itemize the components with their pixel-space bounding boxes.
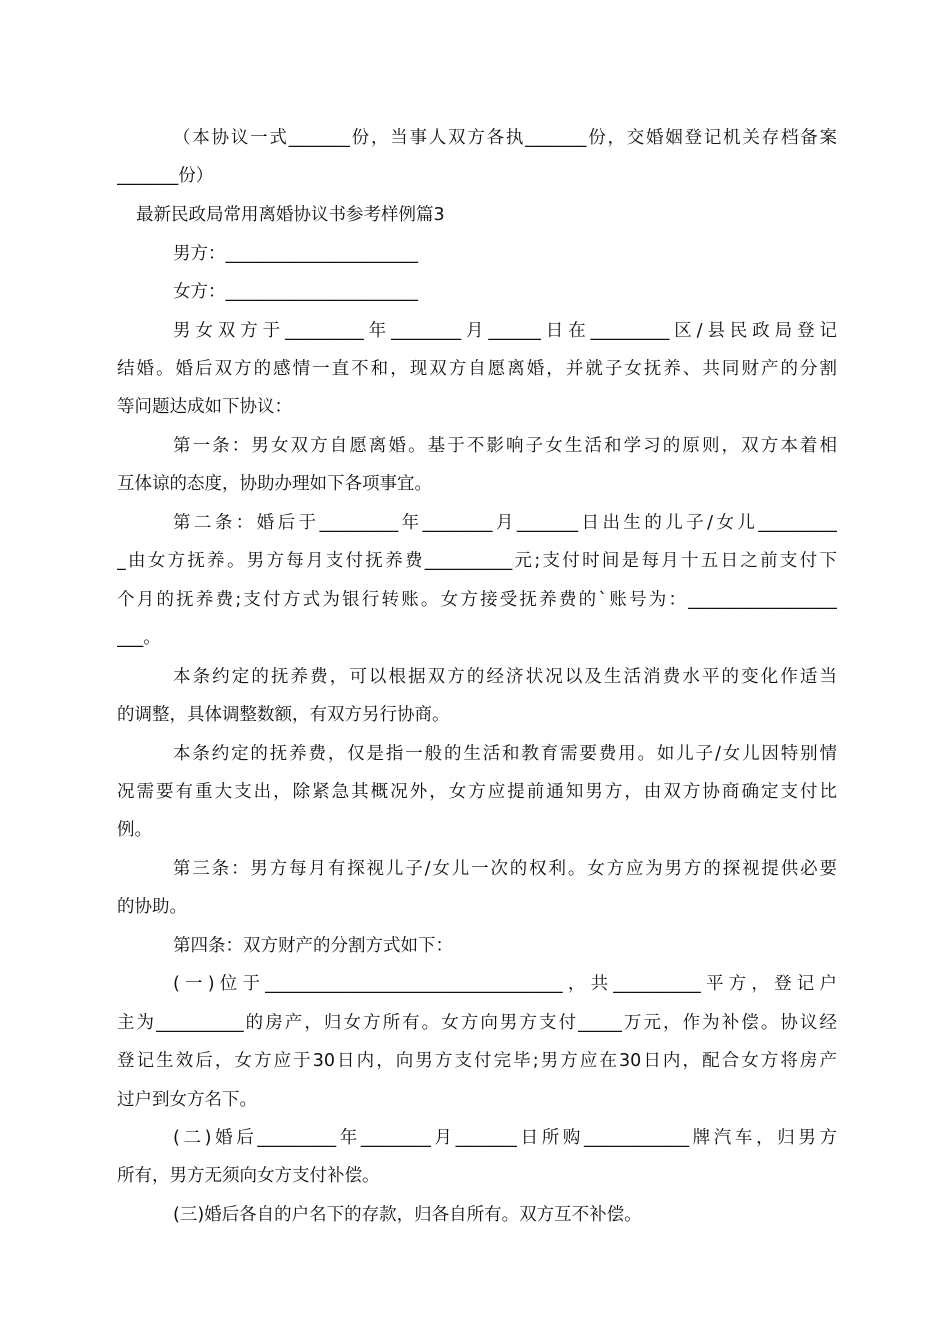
property-3-line-1: (三)婚后各自的户名下的存款，归各自所有。双方互不补偿。 bbox=[173, 1205, 642, 1225]
support-scope-line-3: 例。 bbox=[117, 820, 152, 840]
intro-line-3: 等问题达成如下协议： bbox=[117, 397, 292, 417]
male-party-line: 男方：______________________ bbox=[173, 244, 418, 264]
article-3-line-2: 的协助。 bbox=[117, 897, 187, 917]
property-1-line-2: 主为__________的房产，归女方所有。女方向男方支付_____万元，作为补偿。协议经 bbox=[117, 1013, 837, 1033]
copies-clause-line-1: （本协议一式_______份，当事人双方各执_______份，交婚姻登记机关存档备案 bbox=[173, 128, 837, 148]
article-2-line-3: 个月的抚养费;支付方式为银行转账。女方接受抚养费的`账号为：_________________ bbox=[117, 590, 837, 610]
support-adjust-line-1: 本条约定的抚养费，可以根据双方的经济状况以及生活消费水平的变化作适当 bbox=[173, 667, 837, 687]
support-scope-line-1: 本条约定的抚养费，仅是指一般的生活和教育需要费用。如儿子/女儿因特别情 bbox=[173, 744, 837, 764]
property-2-line-1: (二)婚后_________年________月_______日所购____________牌汽车，归男方 bbox=[173, 1128, 837, 1148]
property-1-line-1: (一)位于__________________________________，共__________平方，登记户 bbox=[173, 974, 837, 994]
article-1-line-1: 第一条：男女双方自愿离婚。基于不影响子女生活和学习的原则，双方本着相 bbox=[173, 436, 837, 456]
article-3-line-1: 第三条：男方每月有探视儿子/女儿一次的权利。女方应为男方的探视提供必要 bbox=[173, 859, 837, 879]
article-2-line-4: ___。 bbox=[117, 628, 161, 648]
intro-line-1: 男女双方于_________年________月______日在_________区/县民政局登记 bbox=[173, 321, 837, 341]
support-adjust-line-2: 的调整，具体调整数额，有双方另行协商。 bbox=[117, 705, 450, 725]
property-1-line-4: 过户到女方名下。 bbox=[117, 1090, 257, 1110]
property-1-line-3: 登记生效后，女方应于30日内，向男方支付完毕;男方应在30日内，配合女方将房产 bbox=[117, 1051, 837, 1071]
female-party-line: 女方：______________________ bbox=[173, 282, 418, 302]
copies-clause-line-2: _______份） bbox=[117, 166, 214, 186]
article-1-line-2: 互体谅的态度，协助办理如下各项事宜。 bbox=[117, 474, 432, 494]
article-4-heading: 第四条：双方财产的分割方式如下： bbox=[173, 936, 453, 956]
section-heading: 最新民政局常用离婚协议书参考样例篇3 bbox=[136, 205, 445, 225]
support-scope-line-2: 况需要有重大支出，除紧急其概况外，女方应提前通知男方，由双方协商确定支付比 bbox=[117, 782, 837, 802]
article-2-line-2: _由女方抚养。男方每月支付抚养费__________元;支付时间是每月十五日之前支付下 bbox=[117, 551, 837, 571]
article-2-line-1: 第二条：婚后于_________年________月_______日出生的儿子/女儿_________ bbox=[173, 513, 837, 533]
intro-line-2: 结婚。婚后双方的感情一直不和，现双方自愿离婚，并就子女抚养、共同财产的分割 bbox=[117, 359, 837, 379]
property-2-line-2: 所有，男方无须向女方支付补偿。 bbox=[117, 1166, 380, 1186]
